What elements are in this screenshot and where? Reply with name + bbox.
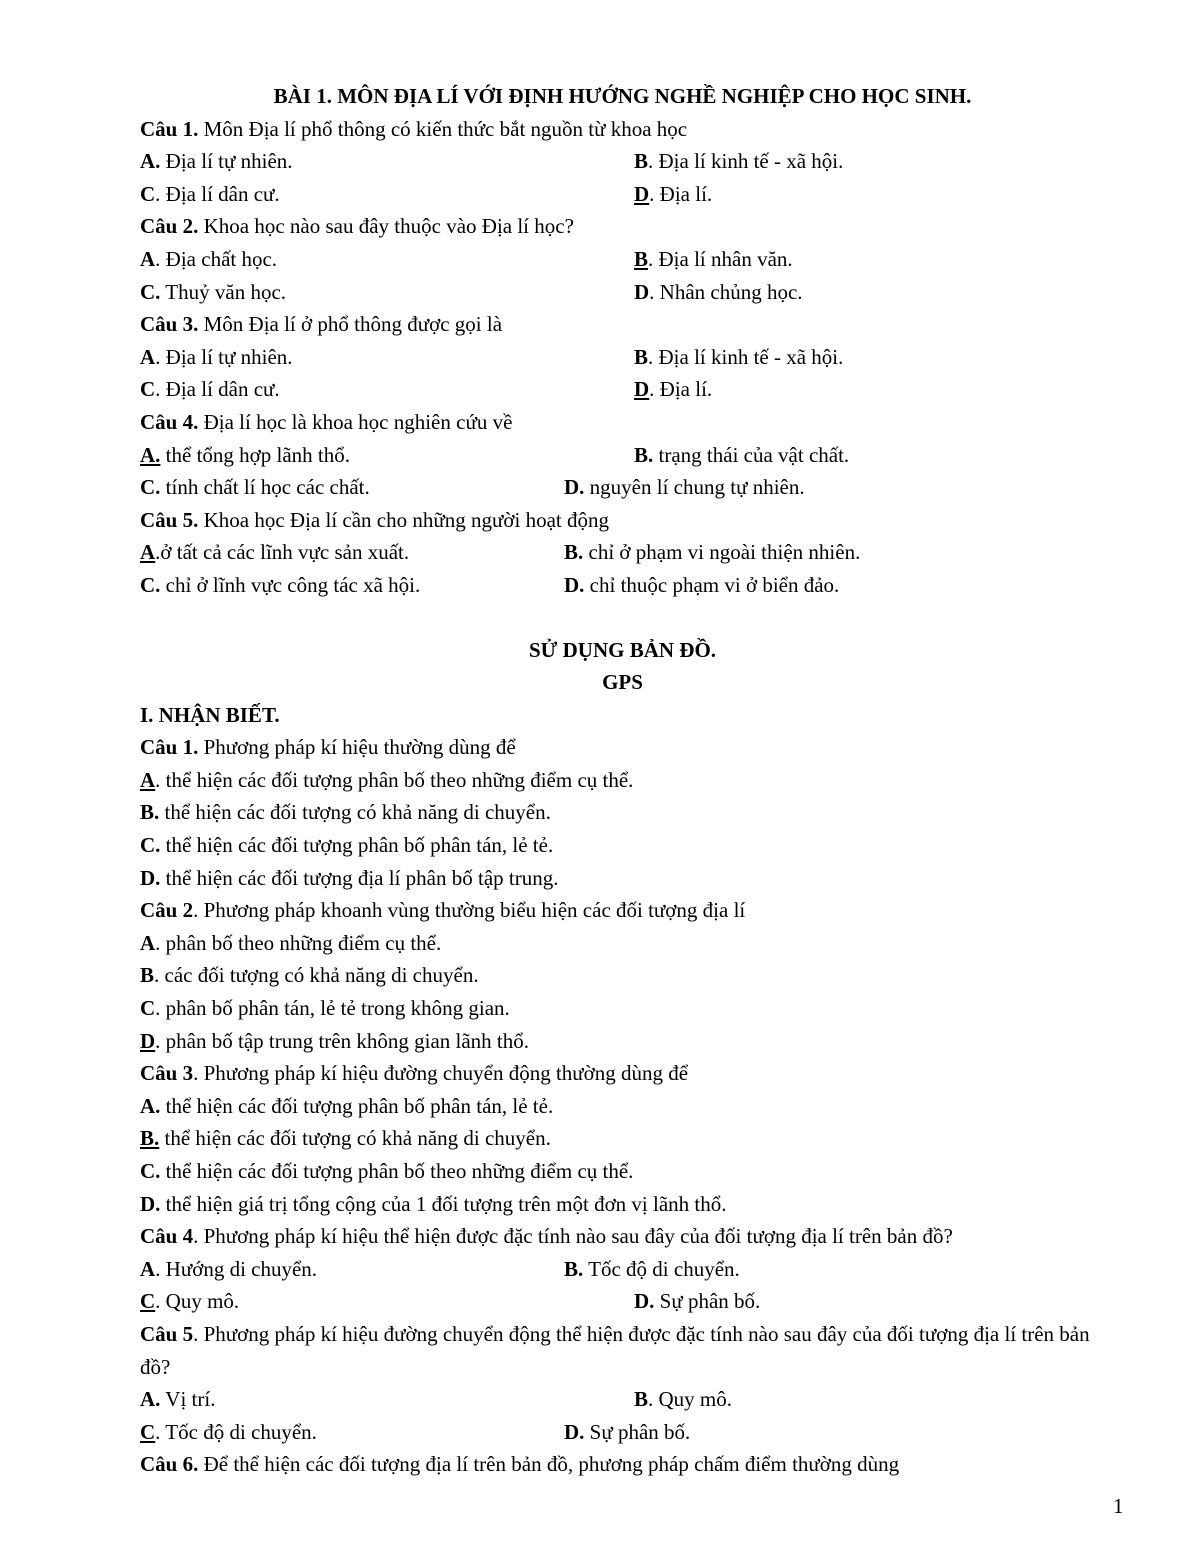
option-d: D. Sự phân bố. — [564, 1419, 691, 1444]
question-stem: Phương pháp kí hiệu thường dùng để — [198, 735, 516, 760]
option-c-answer: C. Tốc độ di chuyển. — [140, 1419, 317, 1444]
option-b: B. Quy mô. — [634, 1387, 733, 1412]
option-b-answer: B. thể hiện các đối tượng có khả năng di chuyển. — [140, 1126, 551, 1151]
option-d-answer: D. Địa lí. — [634, 377, 713, 402]
map-question-1 — [140, 731, 1105, 894]
question-label: Câu 2. — [140, 214, 199, 239]
option-a: A. Vị trí. — [140, 1387, 216, 1412]
map-question-3 — [140, 1057, 1105, 1220]
option-b-answer: B. Địa lí nhân văn. — [634, 246, 793, 271]
option-d: D. Nhân chủng học. — [634, 279, 803, 304]
question-stem: . Phương pháp kí hiệu thể hiện được đặc tính nào sau đây của đối tượng địa lí trên bản đồ? — [193, 1224, 953, 1249]
option-d: D. thể hiện các đối tượng địa lí phân bố tập trung. — [140, 865, 559, 890]
option-d-answer: D. phân bố tập trung trên không gian lãnh thổ. — [140, 1028, 530, 1053]
question-stem: Khoa học nào sau đây thuộc vào Địa lí học? — [198, 214, 574, 239]
option-b: B. thể hiện các đối tượng có khả năng di chuyển. — [140, 800, 551, 825]
section-title: SỬ DỤNG BẢN ĐỒ. — [528, 637, 717, 662]
question-label: Câu 5 — [140, 1321, 194, 1346]
question-stem: Để thể hiện các đối tượng địa lí trên bản đồ, phương pháp chấm điểm thường dùng — [198, 1452, 900, 1477]
page-number: 1 — [1113, 1494, 1124, 1518]
map-question-5 — [140, 1318, 1105, 1448]
option-a: A. Địa lí tự nhiên. — [140, 149, 293, 174]
map-question-2 — [140, 894, 1105, 1057]
question-stem: Môn Địa lí phổ thông có kiến thức bắt nguồn từ khoa học — [198, 116, 688, 141]
option-c: C. Địa lí dân cư. — [140, 377, 280, 402]
option-a: A. phân bố theo những điểm cụ thể. — [140, 930, 442, 955]
question-label: Câu 4 — [140, 1224, 194, 1249]
question-stem: . Phương pháp khoanh vùng thường biểu hiện các đối tượng địa lí — [193, 898, 746, 923]
option-c: C. thể hiện các đối tượng phân bố phân tán, lẻ tẻ. — [140, 833, 554, 858]
level-heading: I. NHẬN BIẾT. — [140, 702, 280, 727]
map-question-6 — [140, 1448, 1105, 1481]
question-label: Câu 5. — [140, 507, 199, 532]
option-a-answer: A.ở tất cả các lĩnh vực sản xuất. — [140, 540, 410, 565]
option-d: D. thể hiện giá trị tổng cộng của 1 đối tượng trên một đơn vị lãnh thổ. — [140, 1191, 727, 1216]
question-3 — [140, 308, 1105, 406]
question-label: Câu 3. — [140, 312, 199, 337]
section-subtitle: GPS — [602, 670, 643, 695]
option-c-answer: C. Quy mô. — [140, 1289, 240, 1314]
option-a-answer: A. thể tổng hợp lãnh thổ. — [140, 442, 351, 467]
question-stem: . Phương pháp kí hiệu đường chuyển động thể hiện được đặc tính nào sau đây của đối tượng địa lí trên bản đồ? — [140, 1321, 1090, 1379]
option-a: A. thể hiện các đối tượng phân bố phân tán, lẻ tẻ. — [140, 1093, 554, 1118]
question-4 — [140, 406, 1105, 504]
question-label: Câu 1. — [140, 735, 199, 760]
option-c: C. Địa lí dân cư. — [140, 181, 280, 206]
question-label: Câu 3 — [140, 1061, 194, 1086]
question-label: Câu 6. — [140, 1452, 199, 1477]
question-label: Câu 2 — [140, 898, 194, 923]
option-a: A. Địa lí tự nhiên. — [140, 344, 293, 369]
question-stem: Khoa học Địa lí cần cho những người hoạt động — [198, 507, 609, 532]
question-stem: Môn Địa lí ở phổ thông được gọi là — [198, 312, 503, 337]
option-b: B. Tốc độ di chuyển. — [564, 1256, 740, 1281]
option-c: C. tính chất lí học các chất. — [140, 475, 370, 500]
option-d-answer: D. Địa lí. — [634, 181, 713, 206]
option-d: D. Sự phân bố. — [634, 1289, 761, 1314]
option-a-answer: A. thể hiện các đối tượng phân bố theo những điểm cụ thể. — [140, 767, 634, 792]
question-label: Câu 4. — [140, 409, 199, 434]
document-page — [140, 80, 1105, 1481]
option-b: B. trạng thái của vật chất. — [634, 442, 850, 467]
option-d: D. nguyên lí chung tự nhiên. — [564, 475, 805, 500]
map-question-4 — [140, 1220, 1105, 1318]
option-b: B. chỉ ở phạm vi ngoài thiện nhiên. — [564, 540, 861, 565]
question-2 — [140, 210, 1105, 308]
option-c: C. phân bố phân tán, lẻ tẻ trong không gian. — [140, 996, 510, 1021]
option-b: B. Địa lí kinh tế - xã hội. — [634, 344, 844, 369]
question-stem: Địa lí học là khoa học nghiên cứu về — [198, 409, 513, 434]
question-1 — [140, 113, 1105, 211]
option-a: A. Hướng di chuyển. — [140, 1256, 318, 1281]
question-stem: . Phương pháp kí hiệu đường chuyển động thường dùng để — [193, 1061, 689, 1086]
question-5 — [140, 504, 1105, 602]
question-label: Câu 1. — [140, 116, 199, 141]
option-c: C. thể hiện các đối tượng phân bố theo những điểm cụ thể. — [140, 1159, 634, 1183]
option-d: D. chỉ thuộc phạm vi ở biển đảo. — [564, 572, 840, 597]
option-b: B. Địa lí kinh tế - xã hội. — [634, 149, 844, 174]
option-a: A. Địa chất học. — [140, 246, 278, 271]
option-b: B. các đối tượng có khả năng di chuyển. — [140, 963, 479, 988]
lesson-title: BÀI 1. MÔN ĐỊA LÍ VỚI ĐỊNH HƯỚNG NGHỀ NGHIỆP CHO HỌC SINH. — [273, 84, 972, 108]
option-c: C. chỉ ở lĩnh vực công tác xã hội. — [140, 572, 421, 597]
option-c: C. Thuỷ văn học. — [140, 279, 287, 304]
